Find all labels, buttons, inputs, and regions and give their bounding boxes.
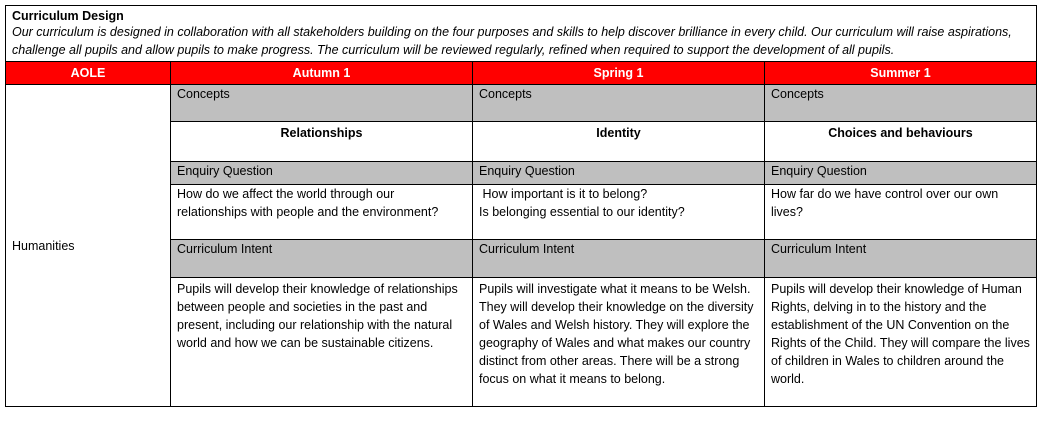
concept-autumn: Relationships xyxy=(171,122,473,162)
enquiry-spring-line-1: How important is it to belong? xyxy=(479,187,648,201)
header-spring-1: Spring 1 xyxy=(473,62,765,85)
intro-title: Curriculum Design xyxy=(12,9,124,23)
concept-spring: Identity xyxy=(473,122,765,162)
enquiry-spring xyxy=(473,185,765,240)
enquiry-summer: How far do we have control over our own lives? xyxy=(765,185,1037,240)
concepts-label-summer: Concepts xyxy=(765,85,1037,122)
aole-subject: Humanities xyxy=(6,85,171,407)
concepts-label-row xyxy=(6,85,1037,122)
intent-label-spring: Curriculum Intent xyxy=(473,240,765,278)
header-autumn-1: Autumn 1 xyxy=(171,62,473,85)
curriculum-document xyxy=(5,5,1036,407)
intent-summer: Pupils will develop their knowledge of Human Rights, delving in to the history and the establishment of the UN Convention on the Rights of the Child. They will compare the lives of children in Wales to children around the world. xyxy=(765,278,1037,407)
intro-body: Our curriculum is designed in collaboration with all stakeholders building on the four purposes and skills to help discover brilliance in every child. Our curriculum will raise aspirations, challenge all pupils and allow pupils to make progress. The curriculum will be reviewed regularly, refined when required to support the development of all pupils. xyxy=(12,25,1012,57)
intent-label-summer: Curriculum Intent xyxy=(765,240,1037,278)
intent-label-autumn: Curriculum Intent xyxy=(171,240,473,278)
enquiry-spring-line-2: Is belonging essential to our identity? xyxy=(479,205,685,219)
enquiry-autumn: How do we affect the world through our relationships with people and the environment? xyxy=(171,185,473,240)
intro-row xyxy=(6,6,1037,62)
header-summer-1: Summer 1 xyxy=(765,62,1037,85)
concepts-label-autumn: Concepts xyxy=(171,85,473,122)
curriculum-table xyxy=(5,5,1037,407)
enquiry-label-spring: Enquiry Question xyxy=(473,162,765,185)
intro-cell xyxy=(6,6,1037,62)
header-row xyxy=(6,62,1037,85)
enquiry-label-summer: Enquiry Question xyxy=(765,162,1037,185)
concepts-label-spring: Concepts xyxy=(473,85,765,122)
enquiry-label-autumn: Enquiry Question xyxy=(171,162,473,185)
header-aole: AOLE xyxy=(6,62,171,85)
intent-autumn: Pupils will develop their knowledge of relationships between people and societies in the past and present, including our relationship with the natural world and how we can be sustainable citizens. xyxy=(171,278,473,407)
concept-summer: Choices and behaviours xyxy=(765,122,1037,162)
intent-spring: Pupils will investigate what it means to be Welsh. They will develop their knowledge on the diversity of Wales and Welsh history. They will explore the geography of Wales and what makes our country distinct from other areas. There will be a strong focus on what it means to belong. xyxy=(473,278,765,407)
